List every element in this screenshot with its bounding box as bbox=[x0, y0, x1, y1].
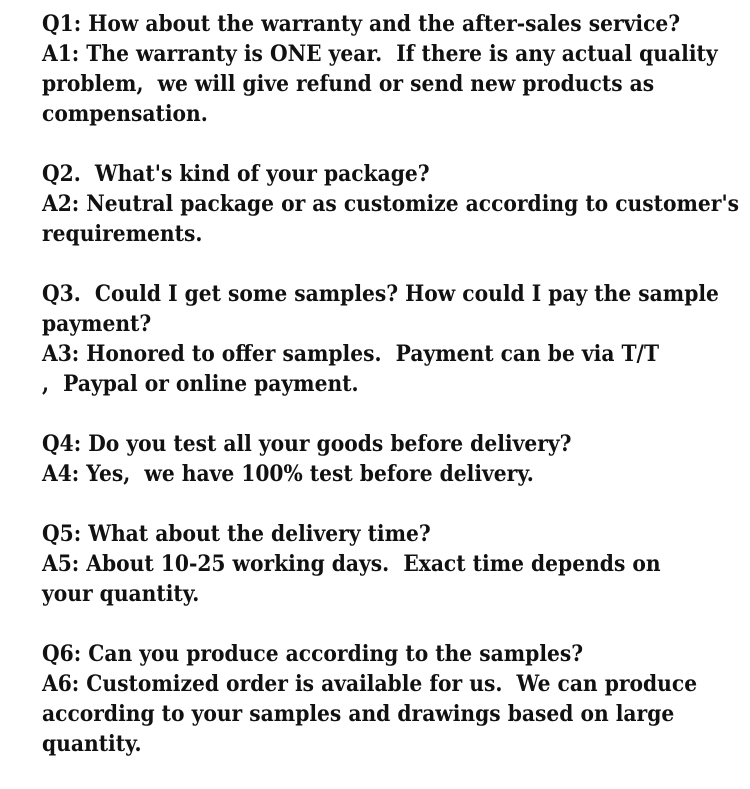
answer-1-line-1: A1: The warranty is ONE year. If there is any actual quality bbox=[42, 41, 718, 67]
answer-6-line-3: quantity. bbox=[42, 731, 142, 757]
faq-item-4 bbox=[42, 429, 677, 489]
answer-3-line-1: A3: Honored to offer samples. Payment can be via T/T bbox=[42, 341, 660, 367]
question-5: Q5: What about the delivery time? bbox=[42, 521, 431, 547]
question-6: Q6: Can you produce according to the samples? bbox=[42, 641, 584, 667]
faq-item-3 bbox=[42, 279, 719, 399]
faq-list bbox=[42, 9, 740, 789]
answer-5-line-2: your quantity. bbox=[42, 581, 200, 607]
answer-2-line-1: A2: Neutral package or as customize according to customer's bbox=[42, 191, 740, 217]
question-3-line-2: payment? bbox=[42, 311, 152, 337]
question-1: Q1: How about the warranty and the after-sales service? bbox=[42, 11, 681, 37]
answer-3-line-2: , Paypal or online payment. bbox=[42, 371, 359, 397]
question-3-line-1: Q3. Could I get some samples? How could I pay the sample bbox=[42, 281, 719, 307]
faq-item-1 bbox=[42, 9, 718, 129]
faq-item-6 bbox=[42, 639, 698, 759]
faq-item-2 bbox=[42, 159, 740, 249]
answer-4: A4: Yes, we have 100% test before delivery. bbox=[42, 461, 534, 487]
answer-6-line-1: A6: Customized order is available for us. We can produce bbox=[42, 671, 698, 697]
answer-1-line-3: compensation. bbox=[42, 101, 208, 127]
answer-6-line-2: according to your samples and drawings based on large bbox=[42, 701, 675, 727]
answer-1-line-2: problem, we will give refund or send new products as bbox=[42, 71, 655, 97]
question-2: Q2. What's kind of your package? bbox=[42, 161, 430, 187]
answer-5-line-1: A5: About 10-25 working days. Exact time depends on bbox=[42, 551, 661, 577]
question-4: Q4: Do you test all your goods before delivery? bbox=[42, 431, 572, 457]
faq-item-5 bbox=[42, 519, 677, 609]
answer-2-line-2: requirements. bbox=[42, 221, 203, 247]
